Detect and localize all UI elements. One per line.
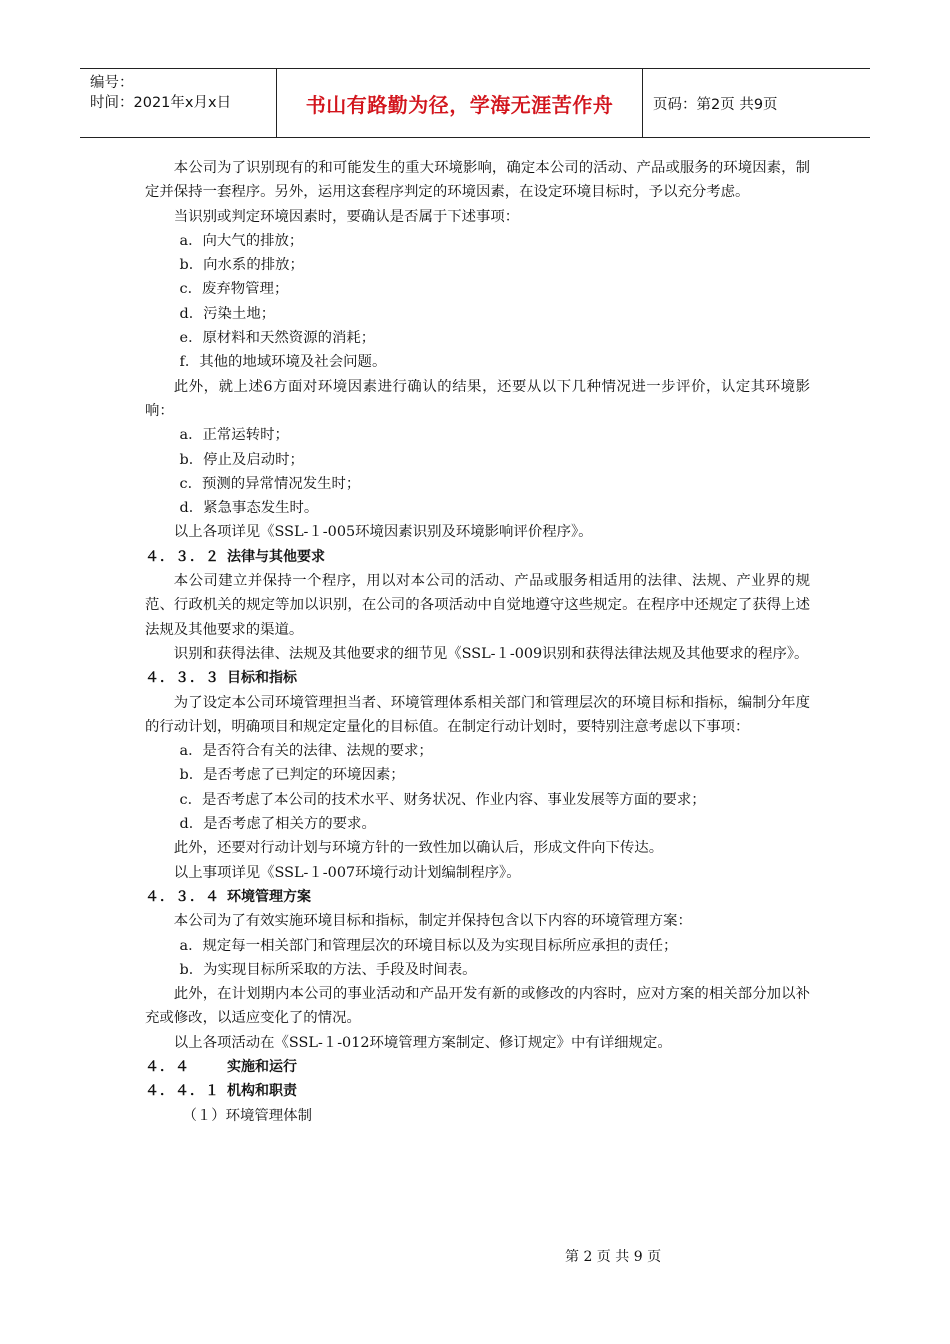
paragraph: 此外，在计划期内本公司的事业活动和产品开发有新的或修改的内容时，应对方案的相关部分加以补充或修改，以适应变化了的情况。 xyxy=(145,986,810,1027)
page-header xyxy=(80,68,870,138)
section-title: 法律与其他要求 xyxy=(227,548,325,565)
section-number: ４．４ xyxy=(145,1058,190,1075)
list-item: （１）环境管理体制 xyxy=(182,1107,312,1124)
list-item: b．向水系的排放； xyxy=(179,257,304,274)
section-heading-4-3-3 xyxy=(145,666,810,690)
section-heading-4-4 xyxy=(145,1055,810,1079)
list-item: c．废弃物管理； xyxy=(179,281,289,298)
list-item: b．停止及启动时； xyxy=(179,451,304,468)
document-number-label: 编号： xyxy=(90,75,134,91)
paragraph: 本公司建立并保持一个程序，用以对本公司的活动、产品或服务相适用的法律、法规、产业界的规范、行政机关的规定等加以识别，在公司的各项活动中自觉地遵守这些规定。在程序中还规定了获得上述法规及其他要求的渠道。 xyxy=(145,573,810,638)
page-footer: 第 2 页 共 9 页 xyxy=(565,1249,662,1265)
section-heading-4-4-1 xyxy=(145,1079,810,1103)
list-item: f．其他的地域环境及社会问题。 xyxy=(179,354,387,371)
section-heading-4-3-4 xyxy=(145,885,810,909)
header-left-cell xyxy=(80,69,277,137)
section-number: ４．４．１ xyxy=(145,1083,220,1100)
paragraph: 此外，还要对行动计划与环境方针的一致性加以确认后，形成文件向下传达。 xyxy=(173,840,664,857)
list-item: d．紧急事态发生时。 xyxy=(179,500,319,517)
list-item: a．正常运转时； xyxy=(179,427,289,444)
section-title: 实施和运行 xyxy=(227,1058,297,1075)
paragraph: 识别和获得法律、法规及其他要求的细节见《SSL-１-009识别和获得法律法规及其他要求的程序》。 xyxy=(173,645,809,662)
header-page-label: 页码：第2页 共9页 xyxy=(653,96,778,113)
list-item: a．向大气的排放； xyxy=(179,232,304,249)
paragraph: 为了设定本公司环境管理担当者、环境管理体系相关部门和管理层次的环境目标和指标，编制分年度的行动计划，明确项目和规定定量化的目标值。在制定行动计划时，要特别注意考虑以下事项： xyxy=(145,694,810,735)
document-date-label: 时间：2021年x月x日 xyxy=(90,95,232,111)
section-title: 目标和指标 xyxy=(227,670,297,687)
paragraph: 以上各项详见《SSL-１-005环境因素识别及环境影响评价程序》。 xyxy=(173,524,593,541)
list-item: e．原材料和天然资源的消耗； xyxy=(179,330,376,347)
list-item: b．为实现目标所采取的方法、手段及时间表。 xyxy=(179,961,477,978)
list-item: b．是否考虑了已判定的环境因素； xyxy=(179,767,405,784)
list-item: d．是否考虑了相关方的要求。 xyxy=(179,816,376,833)
section-number: ４．３．４ xyxy=(145,888,220,905)
header-motto: 书山有路勤为径，学海无涯苦作舟 xyxy=(277,69,643,137)
paragraph: 以上各项活动在《SSL-１-012环境管理方案制定、修订规定》中有详细规定。 xyxy=(173,1034,672,1051)
section-number: ４．３．３ xyxy=(145,670,220,687)
section-heading-4-3-2 xyxy=(145,545,810,569)
paragraph: 以上事项详见《SSL-１-007环境行动计划编制程序》。 xyxy=(173,864,521,881)
list-item: c．是否考虑了本公司的技术水平、财务状况、作业内容、事业发展等方面的要求； xyxy=(179,791,706,808)
list-item: d．污染土地； xyxy=(179,305,276,322)
list-item: c．预测的异常情况发生时； xyxy=(179,475,361,492)
section-title: 机构和职责 xyxy=(227,1083,297,1100)
paragraph: 此外，就上述6方面对环境因素进行确认的结果，还要从以下几种情况进一步评价，认定其环境影响： xyxy=(145,378,810,419)
section-title: 环境管理方案 xyxy=(227,888,311,905)
section-number: ４．３．２ xyxy=(145,548,220,565)
document-body xyxy=(145,156,810,1128)
list-item: a．是否符合有关的法律、法规的要求； xyxy=(179,743,433,760)
paragraph: 本公司为了有效实施环境目标和指标，制定并保持包含以下内容的环境管理方案： xyxy=(173,913,692,930)
list-item: a．规定每一相关部门和管理层次的环境目标以及为实现目标所应承担的责任； xyxy=(179,937,678,954)
paragraph: 本公司为了识别现有的和可能发生的重大环境影响，确定本公司的活动、产品或服务的环境因素，制定并保持一套程序。另外，运用这套程序判定的环境因素，在设定环境目标时，予以充分考虑。 xyxy=(145,160,810,201)
paragraph: 当识别或判定环境因素时，要确认是否属于下述事项： xyxy=(173,208,520,225)
